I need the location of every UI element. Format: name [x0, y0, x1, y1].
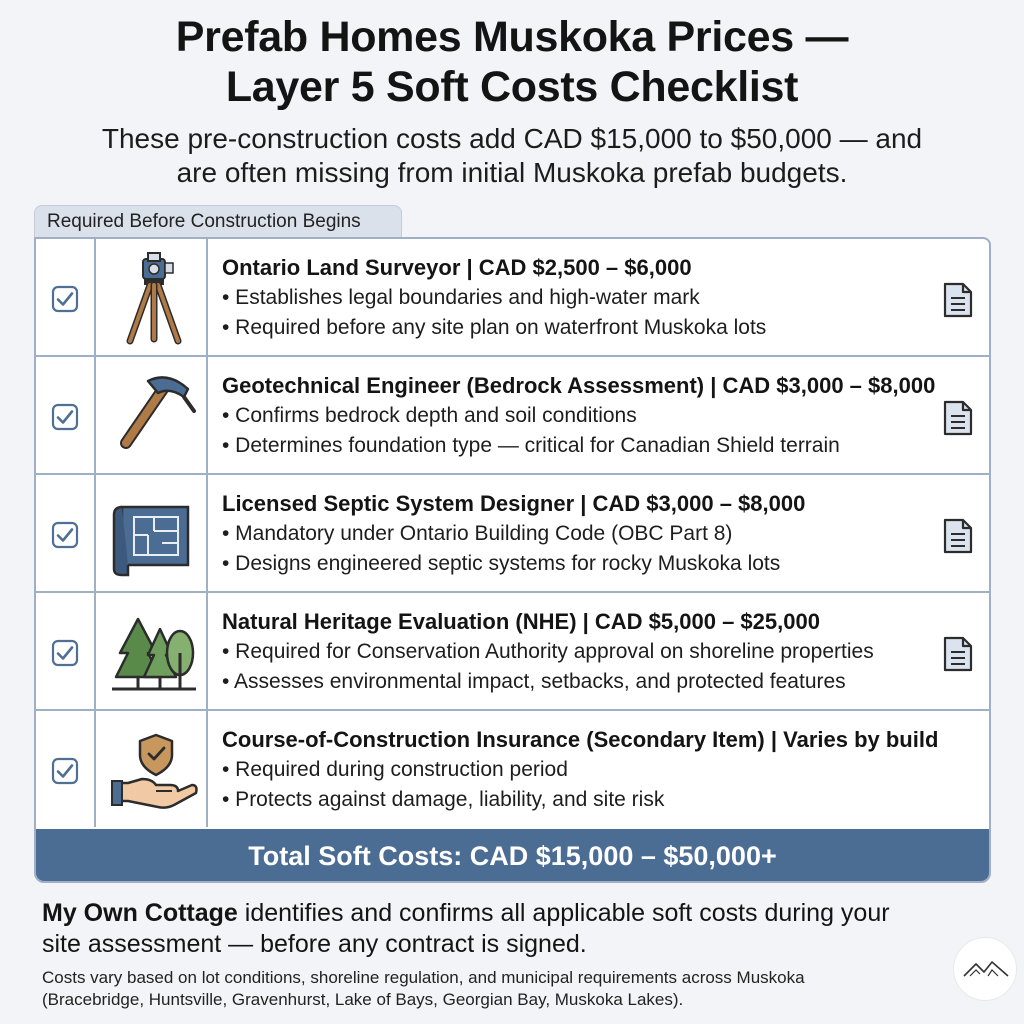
- item-heading: Geotechnical Engineer (Bedrock Assessment) | CAD $3,000 – $8,000: [222, 373, 936, 398]
- document-icon[interactable]: [942, 635, 974, 673]
- checklist-row: [36, 475, 989, 593]
- checkbox-checked-icon[interactable]: [51, 639, 79, 667]
- title-line-2: Layer 5 Soft Costs Checklist: [225, 63, 799, 111]
- document-icon[interactable]: [942, 281, 974, 319]
- checkbox-checked-icon[interactable]: [51, 285, 79, 313]
- subtitle-line-2: are often missing from initial Muskoka prefab budgets.: [176, 157, 848, 188]
- checkbox-checked-icon[interactable]: [51, 521, 79, 549]
- mountains-logo-icon: [954, 938, 1018, 1002]
- checklist-row: [36, 711, 989, 829]
- total-banner: Total Soft Costs: CAD $15,000 – $50,000+: [36, 829, 989, 883]
- item-heading: Licensed Septic System Designer | CAD $3,000 – $8,000: [222, 491, 806, 516]
- hammer-icon: [108, 367, 198, 463]
- subtitle-line-1: These pre-construction costs add CAD $15,000 to $50,000 — and: [101, 123, 923, 154]
- checkbox-checked-icon[interactable]: [51, 403, 79, 431]
- item-bullet: • Assesses environmental impact, setbacks, and protected features: [222, 670, 846, 693]
- title-line-1: Prefab Homes Muskoka Prices —: [175, 13, 849, 61]
- checklist-card: [34, 237, 991, 883]
- page-subtitle: [0, 122, 1024, 190]
- item-bullet: • Mandatory under Ontario Building Code (OBC Part 8): [222, 522, 733, 545]
- footer-note-line-2: (Bracebridge, Huntsville, Gravenhurst, Lake of Bays, Georgian Bay, Muskoka Lakes).: [42, 990, 684, 1009]
- section-tag: Required Before Construction Begins: [34, 205, 402, 237]
- item-bullet: • Designs engineered septic systems for rocky Muskoka lots: [222, 552, 781, 575]
- item-heading: Ontario Land Surveyor | CAD $2,500 – $6,000: [222, 255, 692, 280]
- footer-statement: [42, 898, 992, 960]
- checkbox-checked-icon[interactable]: [51, 757, 79, 785]
- item-heading: Course-of-Construction Insurance (Secondary Item) | Varies by build: [222, 727, 939, 752]
- page-title: [0, 12, 1024, 112]
- blueprint-icon: [108, 485, 198, 581]
- item-heading: Natural Heritage Evaluation (NHE) | CAD $5,000 – $25,000: [222, 609, 820, 634]
- item-bullet: • Confirms bedrock depth and soil conditions: [222, 404, 637, 427]
- item-bullet: • Protects against damage, liability, and site risk: [222, 788, 665, 811]
- document-icon[interactable]: [942, 399, 974, 437]
- document-icon[interactable]: [942, 517, 974, 555]
- checklist-row: [36, 357, 989, 475]
- shield-hand-icon: [108, 721, 198, 817]
- checklist-row: [36, 593, 989, 711]
- item-bullet: • Establishes legal boundaries and high-water mark: [222, 286, 700, 309]
- footer-note-line-1: Costs vary based on lot conditions, shoreline regulation, and municipal requirements across Muskoka: [42, 968, 805, 987]
- item-bullet: • Required during construction period: [222, 758, 568, 781]
- footer-note: [42, 967, 992, 1011]
- item-bullet: • Required for Conservation Authority approval on shoreline properties: [222, 640, 874, 663]
- footer-line-2: site assessment — before any contract is signed.: [42, 930, 587, 958]
- checklist-row: [36, 239, 989, 357]
- surveyor-tripod-icon: [108, 249, 198, 345]
- footer-line-1: identifies and confirms all applicable soft costs during your: [237, 899, 890, 927]
- brand-logo: [953, 937, 1017, 1001]
- item-bullet: • Required before any site plan on waterfront Muskoka lots: [222, 316, 767, 339]
- brand-name: My Own Cottage: [42, 899, 238, 927]
- trees-icon: [108, 603, 198, 699]
- item-bullet: • Determines foundation type — critical for Canadian Shield terrain: [222, 434, 840, 457]
